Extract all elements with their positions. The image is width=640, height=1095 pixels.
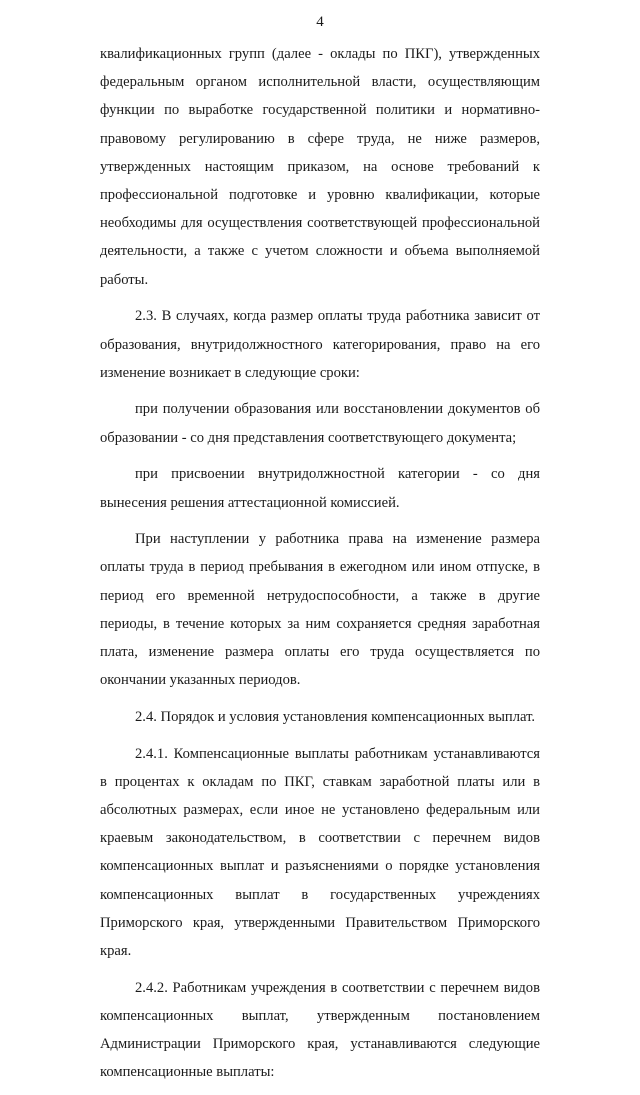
paragraph-leave: При наступлении у работника права на изменение размера оплаты труда в период пребывания в ежегодном или ином отпуске, в период его временной нетрудоспособности, а также в другие периоды, в течение которых за ним сохраняется средняя заработная плата, изменение размера оплаты его труда осуществляется по окончании указанных периодов.	[100, 531, 540, 689]
paragraph-education: при получении образования или восстановлении документов об образовании - со дня представления соответствующего документа;	[100, 401, 540, 446]
paragraph-continuation: квалификационных групп (далее - оклады по ПКГ), утвержденных федеральным органом исполнительной власти, осуществляющим функции по выработке государственной политики и нормативно-правовому регулированию в сфере труда, не ниже размеров, утвержденных настоящим приказом, на основе требований к профессиональной подготовке и уровню квалификации, которые необходимы для осуществления соответствующей профессиональной деятельности, а также с учетом сложности и объема выполняемой работы.	[100, 46, 540, 288]
paragraph-2-4-1: 2.4.1. Компенсационные выплаты работникам устанавливаются в процентах к окладам по ПКГ, ставкам заработной платы или в абсолютных размерах, если иное не установлено федеральным или краевым законодательством, в соответствии с перечнем видов компенсационных выплат и разъяснениями о порядке установления компенсационных выплат в государственных учреждениях Приморского края, утвержденными Правительством Приморского края.	[100, 745, 540, 960]
paragraph-2-4: 2.4. Порядок и условия установления компенсационных выплат.	[135, 708, 536, 725]
paragraph-category: при присвоении внутридолжностной категории - со дня вынесения решения аттестационной комиссией.	[100, 466, 540, 511]
paragraph-2-4-2: 2.4.2. Работникам учреждения в соответствии с перечнем видов компенсационных выплат, утвержденным постановлением Администрации Приморского края, устанавливаются следующие компенсационные выплаты:	[100, 979, 540, 1081]
page-number: 4	[316, 14, 324, 30]
document-body	[100, 40, 540, 1095]
paragraph-2-3: 2.3. В случаях, когда размер оплаты труда работника зависит от образования, внутридолжностного категорирования, право на его изменение возникает в следующие сроки:	[100, 308, 540, 381]
